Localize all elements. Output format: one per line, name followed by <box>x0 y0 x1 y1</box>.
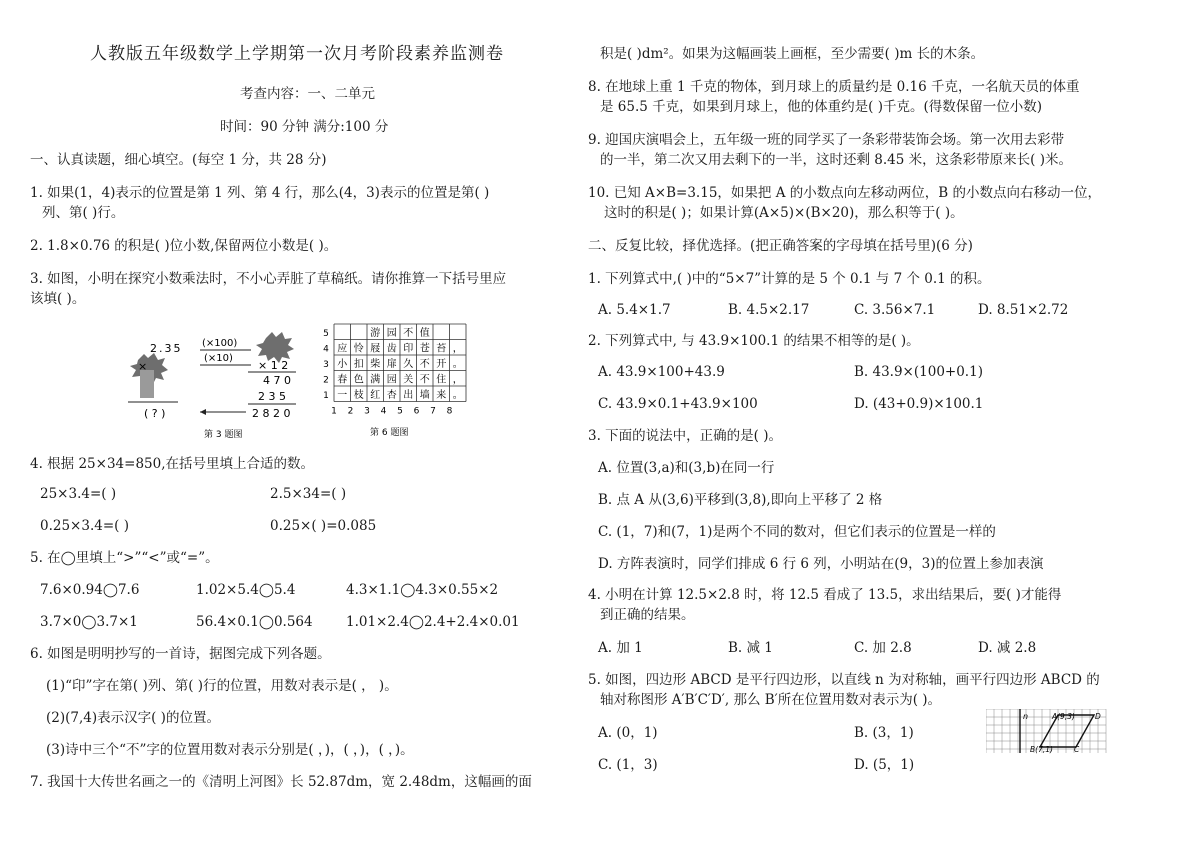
question-10: 10. 已知 A×B=3.15，如果把 A 的小数点向左移动两位，B 的小数点向右移动一位， <box>588 185 1101 201</box>
poem-char: 久 <box>403 359 414 370</box>
exam-title: 人教版五年级数学上学期第一次月考阶段素养监测卷 <box>90 44 504 64</box>
column-number: 1 <box>331 406 337 417</box>
choice-q5-cont: 轴对称图形 A′B′C′D′, 那么 B′所在位置用数对表示为( )。 <box>600 692 942 708</box>
choice-q4-b: B. 减 1 <box>728 640 773 656</box>
q4-item-2: 2.5×34=( ) <box>270 486 347 502</box>
choice-q3-b: B. 点 A 从(3,6)平移到(3,8),即向上平移了 2 格 <box>598 492 883 508</box>
question-5: 5. 在◯里填上“>”“<”或“=”。 <box>30 550 219 566</box>
parallelogram-figure <box>986 709 1110 755</box>
poem-char: 红 <box>370 390 381 401</box>
poem-char: 一 <box>337 390 348 401</box>
question-2: 2. 1.8×0.76 的积是( )位小数,保留两位小数是( )。 <box>30 238 338 254</box>
choice-q5-a: A. (0，1) <box>598 725 658 741</box>
q5-item-3: 4.3×1.1◯4.3×0.55×2 <box>346 582 499 598</box>
choice-q5-b: B. (3，1) <box>854 725 914 741</box>
exam-scope: 考查内容：一、二单元 <box>240 86 375 102</box>
q6-part-1: (1)“印”字在第( )列、第( )行的位置，用数对表示是( ， )。 <box>46 678 398 694</box>
poem-char: 值 <box>419 328 430 339</box>
row-number: 2 <box>323 375 329 386</box>
axis-label-n: n <box>1023 712 1029 721</box>
question-4: 4. 根据 25×34=850,在括号里填上合适的数。 <box>30 456 315 472</box>
q6-part-3: (3)诗中三个“不”字的位置用数对表示分别是( ，)，( ，)，( ，)。 <box>46 742 414 758</box>
row-number: 1 <box>323 391 329 401</box>
choice-q1-c: C. 3.56×7.1 <box>854 302 936 318</box>
fig3-n1: 2.35 <box>150 342 183 355</box>
fig3-235: 2 3 5 <box>258 390 286 403</box>
poem-char: 园 <box>386 328 397 339</box>
choice-q3: 3. 下面的说法中，正确的是( )。 <box>588 428 782 444</box>
column-number: 4 <box>380 406 387 417</box>
column-number: 7 <box>430 406 436 417</box>
question-1: 1. 如果(1，4)表示的位置是第 1 列、第 4 行，那么(4，3)表示的位置是第( ) <box>30 185 490 201</box>
choice-q1-d: D. 8.51×2.72 <box>978 302 1069 318</box>
poem-char: 开 <box>436 359 447 370</box>
choice-q2-b: B. 43.9×(100+0.1) <box>854 364 983 380</box>
poem-char: 关 <box>403 374 414 386</box>
point-a-label: A(9,3) <box>1052 712 1075 721</box>
poem-char: 扉 <box>386 359 397 370</box>
poem-char: 杏 <box>386 390 397 401</box>
poem-char: 小 <box>337 359 348 370</box>
q5-item-2: 1.02×5.4◯5.4 <box>196 582 296 598</box>
choice-q1-a: A. 5.4×1.7 <box>598 302 671 318</box>
column-number: 8 <box>446 406 453 417</box>
poem-char: 满 <box>370 374 381 386</box>
fig3-2820: 2 8 2 0 <box>252 407 291 420</box>
poem-char: ， <box>452 374 463 386</box>
poem-char: 不 <box>403 328 414 339</box>
point-b-label: B(7,1) <box>1030 745 1053 754</box>
question-6: 6. 如图是明明抄写的一首诗，据图完成下列各题。 <box>30 646 331 662</box>
column-number: 3 <box>364 406 370 417</box>
fig3-times: × <box>138 360 148 373</box>
poem-char: 。 <box>452 390 463 401</box>
ink-smudge <box>140 370 154 398</box>
poem-char: 不 <box>419 359 430 370</box>
exam-time: 时间：90 分钟 满分:100 分 <box>220 119 389 135</box>
section-2-heading: 二、反复比较，择优选择。(把正确答案的字母填在括号里)(6 分) <box>588 238 973 254</box>
figure-6 <box>320 320 490 442</box>
poem-char: 墙 <box>419 390 430 401</box>
choice-q2-d: D. (43+0.9)×100.1 <box>854 396 984 412</box>
choice-q4-d: D. 减 2.8 <box>978 640 1037 656</box>
question-3: 3. 如图，小明在探究小数乘法时，不小心弄脏了草稿纸。请你推算一下括号里应 <box>30 271 507 287</box>
point-d-label: D <box>1095 712 1101 721</box>
poem-char: 住 <box>436 374 447 386</box>
choice-q4: 4. 小明在计算 12.5×2.8 时，将 12.5 看成了 13.5，求出结果后，要( )才能得 <box>588 587 1062 603</box>
choice-q4-c: C. 加 2.8 <box>854 640 912 656</box>
fig3-x10: (×10) <box>204 353 233 364</box>
poem-char: 色 <box>353 374 364 386</box>
section-1-heading: 一、认真读题，细心填空。(每空 1 分，共 28 分) <box>30 152 327 168</box>
q5-item-1: 7.6×0.94◯7.6 <box>40 582 140 598</box>
choice-q3-d: D. 方阵表演时，同学们排成 6 行 6 列，小明站在(9，3)的位置上参加表演 <box>598 556 1044 572</box>
poem-char: 齿 <box>386 343 397 355</box>
choice-q4-cont: 到正确的结果。 <box>600 607 695 623</box>
choice-q3-c: C. (1，7)和(7，1)是两个不同的数对，但它们表示的位置是一样的 <box>598 524 996 540</box>
poem-char: 印 <box>403 343 414 355</box>
arrow-bottom-head <box>200 409 206 415</box>
column-number: 2 <box>347 406 354 417</box>
poem-char: 屐 <box>370 343 381 355</box>
figure-3 <box>108 320 298 442</box>
q4-item-1: 25×3.4=( ) <box>40 486 117 502</box>
column-number: 6 <box>413 406 420 417</box>
choice-q5-d: D. (5，1) <box>854 757 915 773</box>
poem-char: 园 <box>386 374 397 386</box>
q6-part-2: (2)(7,4)表示汉字( )的位置。 <box>46 710 220 726</box>
fig3-question: ( ? ) <box>144 407 166 420</box>
poem-char: 春 <box>337 374 348 386</box>
poem-char: 怜 <box>353 343 364 355</box>
choice-q5: 5. 如图，四边形 ABCD 是平行四边形，以直线 n 为对称轴，画平行四边形 ABCD 的 <box>588 672 1100 688</box>
row-number: 3 <box>323 360 329 370</box>
question-3-cont: 该填( )。 <box>30 291 86 307</box>
q5-item-5: 56.4×0.1◯0.564 <box>196 614 313 630</box>
fig3-caption: 第 3 题图 <box>204 430 243 440</box>
poem-char: 应 <box>337 343 348 355</box>
poem-char: 柴 <box>370 359 381 370</box>
question-1-cont: 列、第( )行。 <box>42 205 125 221</box>
question-8-cont: 是 65.5 千克，如果到月球上，他的体重约是( )千克。(得数保留一位小数) <box>600 99 1042 115</box>
question-10-cont: 这时的积是( )；如果计算(A×5)×(B×20)，那么积等于( )。 <box>604 205 964 221</box>
fig3-470: 4 7 0 <box>263 374 291 387</box>
choice-q2: 2. 下列算式中, 与 43.9×100.1 的结果不相等的是( )。 <box>588 333 920 349</box>
q5-item-4: 3.7×0◯3.7×1 <box>40 614 138 630</box>
question-9: 9. 迎国庆演唱会上，五年级一班的同学买了一条彩带装饰会场。第一次用去彩带 <box>588 132 1065 148</box>
choice-q1: 1. 下列算式中,( )中的“5×7”计算的是 5 个 0.1 与 7 个 0.1 的积。 <box>588 271 991 287</box>
q4-item-3: 0.25×3.4=( ) <box>40 518 129 534</box>
poem-char: 苔 <box>436 343 447 355</box>
choice-q5-c: C. (1，3) <box>598 757 658 773</box>
choice-q3-a: A. 位置(3,a)和(3,b)在同一行 <box>598 460 775 476</box>
fig3-x100: (×100) <box>202 338 238 349</box>
poem-char: 。 <box>452 359 463 370</box>
row-number: 4 <box>323 344 329 355</box>
poem-char: 来 <box>436 390 447 401</box>
poem-char: 不 <box>419 374 430 386</box>
question-7: 7. 我国十大传世名画之一的《清明上河图》长 52.87dm，宽 2.48dm，这幅画的面 <box>30 774 532 790</box>
row-number: 5 <box>323 329 329 339</box>
poem-char: 出 <box>403 390 414 401</box>
poem-char: 苍 <box>419 343 430 355</box>
poem-char: 游 <box>370 328 381 339</box>
point-c-label: C <box>1074 745 1080 754</box>
question-7-cont: 积是( )dm²。如果为这幅画装上画框，至少需要( )m 长的木条。 <box>600 46 985 62</box>
question-8: 8. 在地球上重 1 千克的物体，到月球上的质量约是 0.16 千克，一名航天员的体重 <box>588 79 1080 95</box>
fig3-x12: × 1 2 <box>258 359 289 372</box>
column-number: 5 <box>397 406 403 417</box>
poem-char: 枝 <box>353 390 364 401</box>
choice-q4-a: A. 加 1 <box>598 640 643 656</box>
choice-q1-b: B. 4.5×2.17 <box>728 302 810 318</box>
choice-q2-a: A. 43.9×100+43.9 <box>598 364 725 380</box>
fig6-caption: 第 6 题图 <box>370 428 409 438</box>
choice-q2-c: C. 43.9×0.1+43.9×100 <box>598 396 758 412</box>
q4-item-4: 0.25×( )=0.085 <box>270 518 377 534</box>
poem-char: 扣 <box>353 359 364 370</box>
poem-char: ， <box>452 343 463 355</box>
q5-item-6: 1.01×2.4◯2.4+2.4×0.01 <box>346 614 520 630</box>
question-9-cont: 的一半，第二次又用去剩下的一半，这时还剩 8.45 米，这条彩带原来长( )米。 <box>600 152 1072 168</box>
